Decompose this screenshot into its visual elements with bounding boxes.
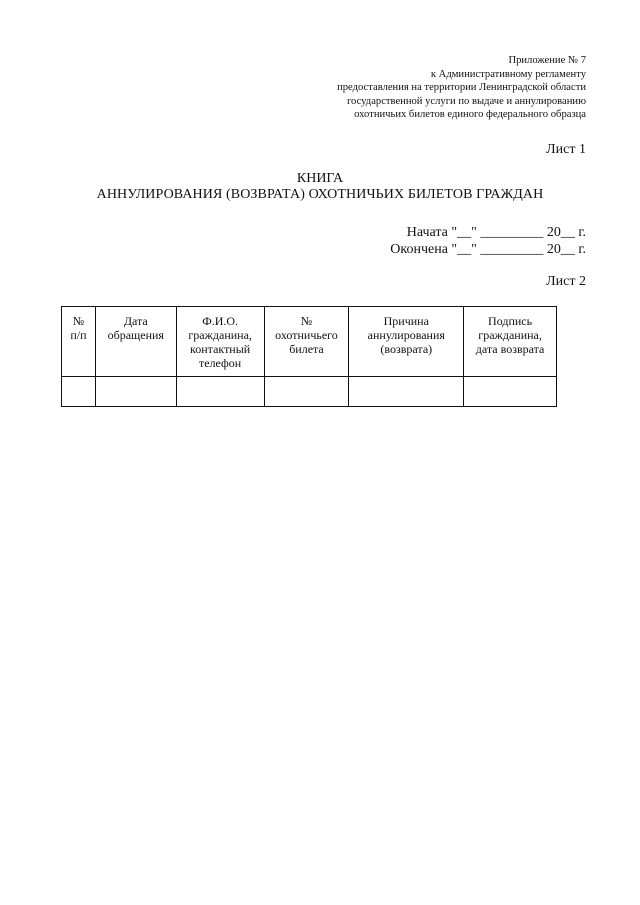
- title-line-1: КНИГА: [296, 171, 344, 186]
- annex-line: Приложение № 7: [508, 55, 586, 66]
- table-cell: [176, 377, 264, 407]
- header-ticket-number: № охотничьего билета: [264, 307, 349, 377]
- date-block: [390, 224, 586, 258]
- table-cell: [95, 377, 176, 407]
- table-cell: [464, 377, 557, 407]
- register-table: [61, 306, 557, 407]
- document-title: [0, 171, 640, 203]
- date-started: Начата "__" _________ 20__ г.: [406, 225, 586, 240]
- table-cell: [349, 377, 464, 407]
- annex-line: государственной услуги по выдаче и аннулированию: [346, 95, 586, 107]
- annex-line: к Административному регламенту: [430, 68, 586, 80]
- table-cell: [62, 377, 96, 407]
- header-citizen-name-phone: Ф.И.О. гражданина, контактный телефон: [176, 307, 264, 377]
- header-signature-return-date: Подпись гражданина, дата возврата: [464, 307, 557, 377]
- header-request-date: Дата обращения: [95, 307, 176, 377]
- sheet-number-2: Лист 2: [546, 274, 586, 289]
- header-number: № п/п: [62, 307, 96, 377]
- annex-line: предоставления на территории Ленинградской области: [337, 82, 586, 94]
- header-cancellation-reason: Причина аннулирования (возврата): [349, 307, 464, 377]
- date-ended: Окончена "__" _________ 20__ г.: [390, 242, 586, 257]
- table-row: [62, 377, 557, 407]
- annex-line: охотничьих билетов единого федерального образца: [354, 109, 586, 121]
- table-cell: [264, 377, 349, 407]
- annex-header: [337, 54, 586, 122]
- sheet-number-1: Лист 1: [546, 142, 586, 157]
- table-header-row: [62, 307, 557, 377]
- title-line-2: АННУЛИРОВАНИЯ (ВОЗВРАТА) ОХОТНИЧЬИХ БИЛЕТОВ ГРАЖДАН: [96, 187, 544, 202]
